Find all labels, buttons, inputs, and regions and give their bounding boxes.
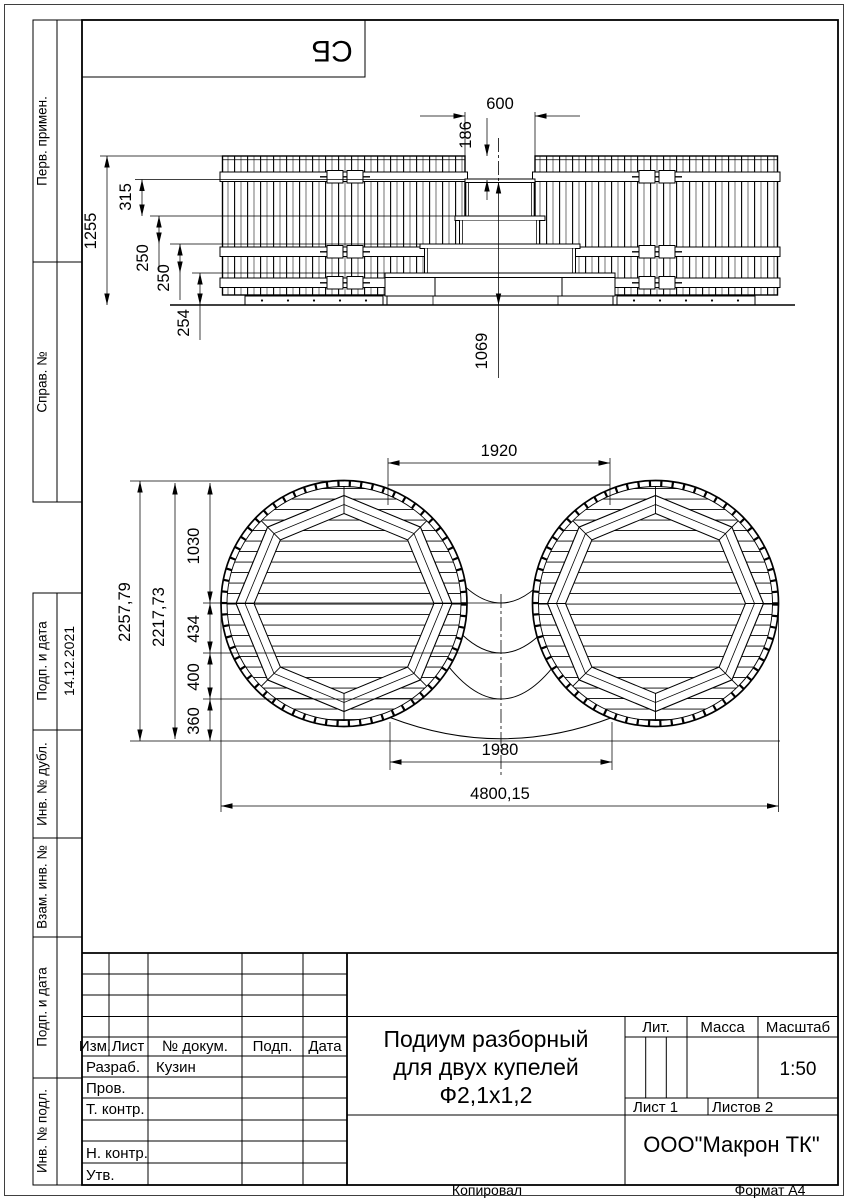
sidebar-label-podp-data-1: Подп. и дата (34, 621, 50, 701)
tb-lit-label: Лит. (642, 1019, 670, 1036)
dim-step-c: 360 (185, 707, 203, 735)
dim-rim-to-platform: 186 (457, 121, 475, 149)
dim-platform-width: 1920 (480, 442, 518, 460)
plan-view (116, 442, 780, 812)
tb-sheet-info: Лист 1 (633, 1099, 679, 1116)
tb-scale-label: Масштаб (765, 1019, 831, 1036)
sidebar-label-vzam-inv: Взам. инв. № (34, 845, 50, 929)
dim-total-height: 1255 (82, 212, 100, 250)
tb-scale-value: 1:50 (779, 1059, 817, 1080)
tb-title-line-3: Ф2,1х1,2 (439, 1082, 533, 1108)
elevation-view (82, 95, 795, 378)
sidebar (33, 20, 82, 1185)
dim-step1: 315 (117, 183, 135, 211)
dim-step3: 250 (155, 264, 173, 292)
sidebar-date: 14.12.2021 (61, 625, 77, 697)
tb-row-tkontr: Т. контр. (86, 1101, 145, 1118)
sidebar-label-sprav: Справ. № (34, 351, 50, 413)
tb-row-utv: Утв. (86, 1167, 115, 1184)
tb-mass-label: Масса (700, 1019, 745, 1036)
left-tub-plan (221, 481, 467, 727)
dim-step-b: 400 (185, 663, 203, 691)
tb-row-nkontr: Н. контр. (86, 1145, 148, 1162)
sidebar-label-inv-podl: Инв. № подл. (34, 1088, 50, 1174)
tb-col-data: Дата (308, 1038, 342, 1055)
dim-top-to-center: 1030 (185, 527, 203, 565)
dim-step4: 254 (175, 309, 193, 337)
tb-col-dokum: № докум. (162, 1038, 228, 1055)
dim-total-width: 4800,15 (470, 785, 530, 803)
title-block (79, 953, 838, 1185)
tb-row-prov: Пров. (86, 1080, 126, 1097)
tb-sheets-info: Листов 2 (712, 1099, 774, 1116)
footer-copied-label: Копировал (451, 1182, 523, 1198)
tb-designer-name: Кузин (156, 1059, 196, 1076)
tb-title-line-2: для двух купелей (393, 1054, 579, 1080)
tb-company: ООО"Макрон ТК" (643, 1132, 820, 1157)
dim-inner-depth: 2217,73 (150, 587, 168, 647)
tb-col-izm: Изм. (78, 1038, 112, 1055)
sidebar-label-inv-dubl: Инв. № дубл. (34, 742, 50, 826)
corner-stamp (82, 20, 365, 77)
tb-row-razrab: Разраб. (86, 1059, 141, 1076)
tb-col-podp: Подп. (252, 1038, 293, 1055)
dim-platform-height: 1069 (473, 332, 491, 370)
tb-col-list: Лист (111, 1038, 145, 1055)
footer-format-label: Формат А4 (734, 1182, 806, 1198)
corner-stamp-label: СБ (311, 34, 353, 67)
dim-total-depth: 2257,79 (116, 582, 134, 642)
dim-step-a: 434 (185, 615, 203, 643)
sidebar-label-perv-primen: Перв. примен. (34, 96, 50, 186)
right-tub-plan (533, 481, 779, 727)
dim-bottom-width: 1980 (481, 741, 519, 759)
dim-step2: 250 (134, 244, 152, 272)
tb-title-line-1: Подиум разборный (383, 1026, 589, 1052)
sidebar-label-podp-data-2: Подп. и дата (34, 967, 50, 1047)
dim-width-top: 600 (486, 95, 514, 113)
